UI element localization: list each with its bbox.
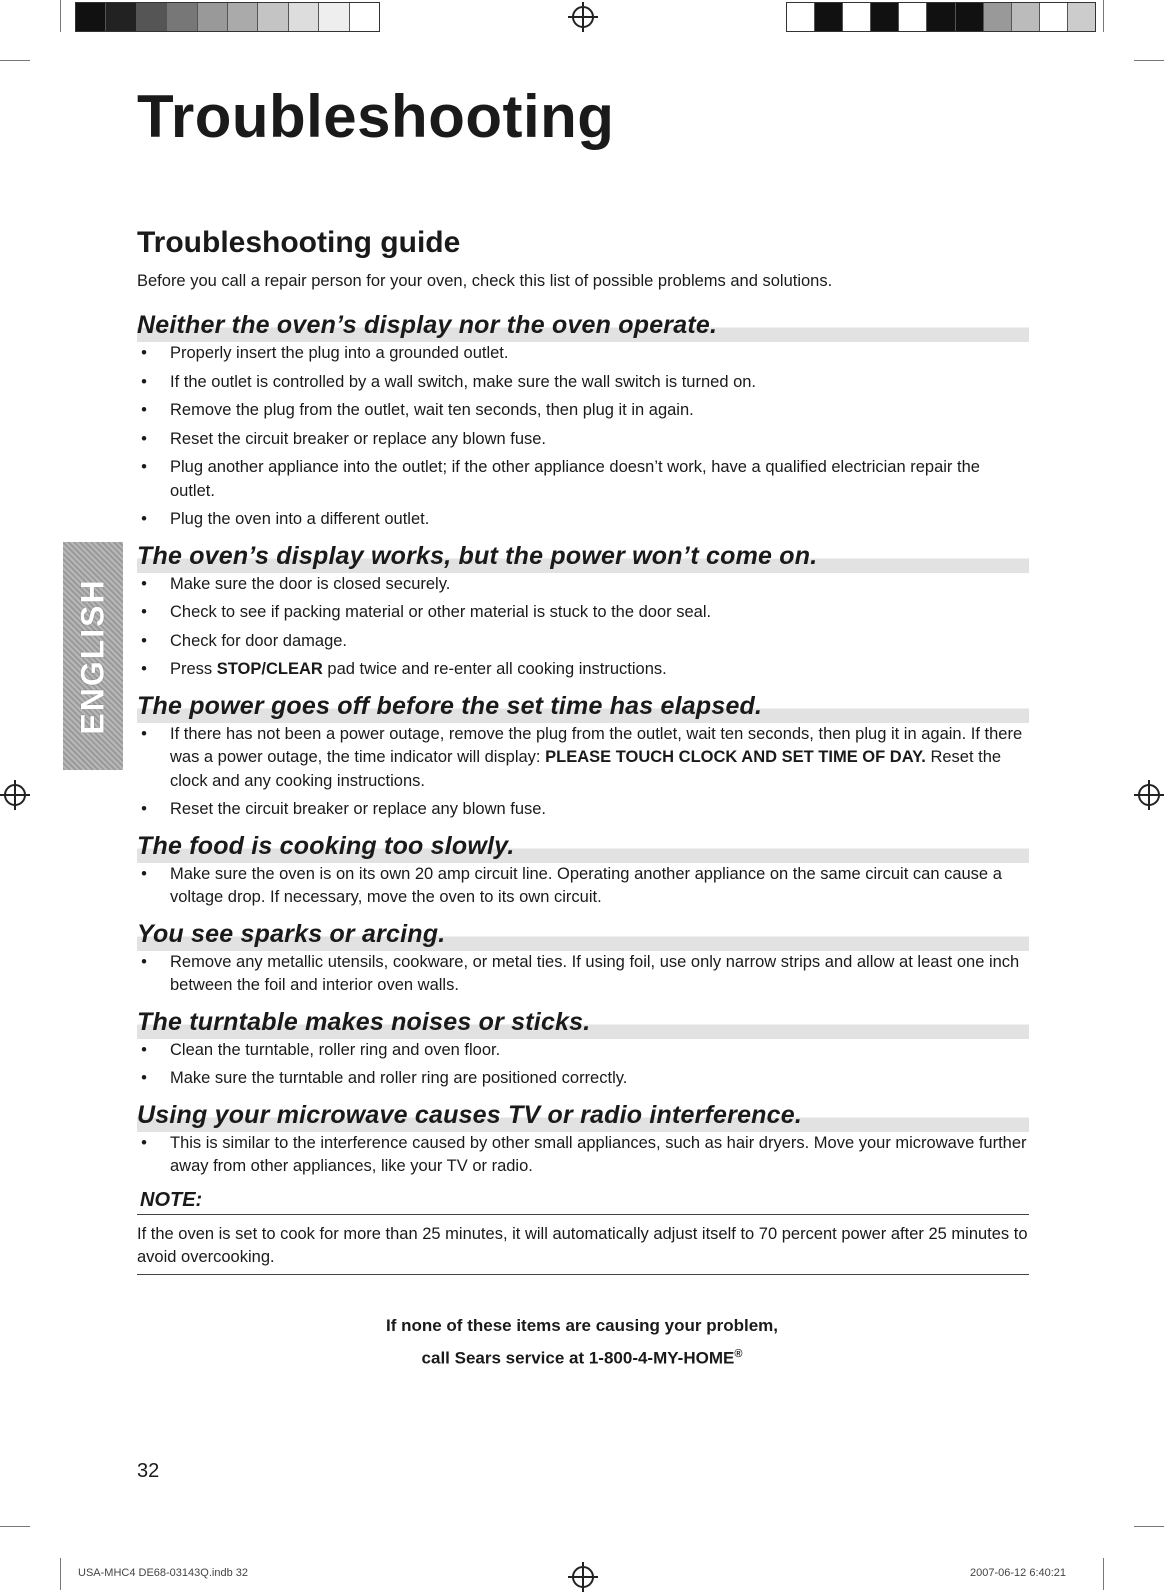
registration-bar-left	[75, 2, 380, 32]
section-cooking-slowly	[137, 827, 1029, 910]
service-phone-text: call Sears service at 1-800-4-MY-HOME	[421, 1348, 735, 1368]
list-item: • This is similar to the interference caused by other small appliances, such as hair dryers. Move your microwave further away from other appliances, like your TV or radio.	[170, 1132, 1029, 1179]
section-display-and-oven	[137, 306, 1029, 532]
list-item: • Reset the circuit breaker or replace any blown fuse.	[170, 798, 1029, 822]
section-turntable-noise	[137, 1003, 1029, 1091]
footer-file-info: USA-MHC4 DE68-03143Q.indb 32	[78, 1567, 248, 1579]
list-item: • Check to see if packing material or other material is stuck to the door seal.	[170, 601, 1029, 625]
guide-title: Troubleshooting guide	[137, 226, 461, 259]
registration-crosshair-left	[4, 784, 26, 806]
section-display-works-no-power	[137, 537, 1029, 682]
list-item: • Remove any metallic utensils, cookware, or metal ties. If using foil, use only narrow strips and allow at least one inch between the foil and interior oven walls.	[170, 951, 1029, 998]
troubleshooting-content	[137, 306, 1029, 1275]
section-heading: The power goes off before the set time has elapsed.	[137, 687, 1029, 723]
bullet-list	[137, 1132, 1029, 1179]
section-sparks-arcing	[137, 915, 1029, 998]
registration-bar-right	[786, 2, 1096, 32]
list-item: • Make sure the turntable and roller ring are positioned correctly.	[170, 1067, 1029, 1091]
item-text: pad twice and re-enter all cooking instructions.	[322, 660, 667, 678]
crop-mark	[1134, 1526, 1164, 1527]
language-side-tab	[63, 542, 123, 770]
registered-mark: ®	[734, 1348, 743, 1360]
bullet-list	[137, 573, 1029, 682]
list-item: • Check for door damage.	[170, 630, 1029, 654]
stop-clear-pad-label: STOP/CLEAR	[216, 660, 323, 678]
item-text: If there has not been a power outage, remove the plug from the outlet, wait ten seconds, then plug it in again. If there was a power outage, the time indicator will display:	[170, 724, 1023, 766]
list-item: • Make sure the door is closed securely.	[170, 573, 1029, 597]
closing-message	[0, 1312, 1164, 1373]
crop-mark	[60, 0, 61, 32]
list-item: • Clean the turntable, roller ring and oven floor.	[170, 1039, 1029, 1063]
bullet-list	[137, 723, 1029, 822]
list-item: • If the outlet is controlled by a wall switch, make sure the wall switch is turned on.	[170, 371, 1029, 395]
registration-crosshair-right	[1138, 784, 1160, 806]
list-item	[170, 658, 1029, 682]
closing-line-1: If none of these items are causing your problem,	[385, 1316, 779, 1335]
list-item: • Reset the circuit breaker or replace any blown fuse.	[170, 428, 1029, 452]
note-text: If the oven is set to cook for more than 25 minutes, it will automatically adjust itself to 70 percent power after 25 minutes to avoid overcooking.	[137, 1223, 1029, 1275]
section-tv-radio-interference	[137, 1096, 1029, 1179]
crop-mark	[1103, 0, 1104, 32]
list-item: • Properly insert the plug into a grounded outlet.	[170, 342, 1029, 366]
section-power-goes-off	[137, 687, 1029, 822]
note-label: NOTE:	[137, 1189, 1029, 1215]
crop-mark	[60, 1558, 61, 1590]
crop-mark	[1103, 1558, 1104, 1590]
list-item: • Remove the plug from the outlet, wait ten seconds, then plug it in again.	[170, 399, 1029, 423]
section-heading: Neither the oven’s display nor the oven operate.	[137, 306, 1029, 342]
section-heading: The turntable makes noises or sticks.	[137, 1003, 1029, 1039]
list-item: • Make sure the oven is on its own 20 amp circuit line. Operating another appliance on the same circuit can cause a voltage drop. If necessary, move the oven to its own circuit.	[170, 863, 1029, 910]
list-item: • Plug another appliance into the outlet; if the other appliance doesn’t work, have a qualified electrician repair the outlet.	[170, 456, 1029, 503]
crop-mark	[0, 60, 30, 61]
bullet-list	[137, 951, 1029, 998]
intro-text: Before you call a repair person for your oven, check this list of possible problems and solutions.	[137, 272, 833, 290]
section-heading: Using your microwave causes TV or radio interference.	[137, 1096, 1029, 1132]
bullet-list	[137, 863, 1029, 910]
section-heading: The oven’s display works, but the power won’t come on.	[137, 537, 1029, 573]
section-heading: You see sparks or arcing.	[137, 915, 1029, 951]
page-title: Troubleshooting	[137, 83, 615, 150]
display-message: PLEASE TOUCH CLOCK AND SET TIME OF DAY.	[545, 748, 926, 766]
item-text: Press	[170, 660, 217, 678]
crop-mark	[1134, 60, 1164, 61]
list-item: • Plug the oven into a different outlet.	[170, 508, 1029, 532]
bullet-list	[137, 342, 1029, 532]
list-item	[170, 723, 1029, 794]
closing-line-2	[0, 1340, 1164, 1373]
page-number: 32	[137, 1460, 160, 1482]
footer-date-time: 2007-06-12 6:40:21	[970, 1567, 1067, 1579]
item-text: Reset the clock and any cooking instructions.	[170, 748, 1002, 790]
language-side-tab-label: ENGLISH	[74, 577, 111, 735]
registration-crosshair-top	[572, 6, 594, 28]
section-heading: The food is cooking too slowly.	[137, 827, 1029, 863]
registration-crosshair-bottom	[572, 1566, 594, 1588]
bullet-list	[137, 1039, 1029, 1091]
crop-mark	[0, 1526, 30, 1527]
